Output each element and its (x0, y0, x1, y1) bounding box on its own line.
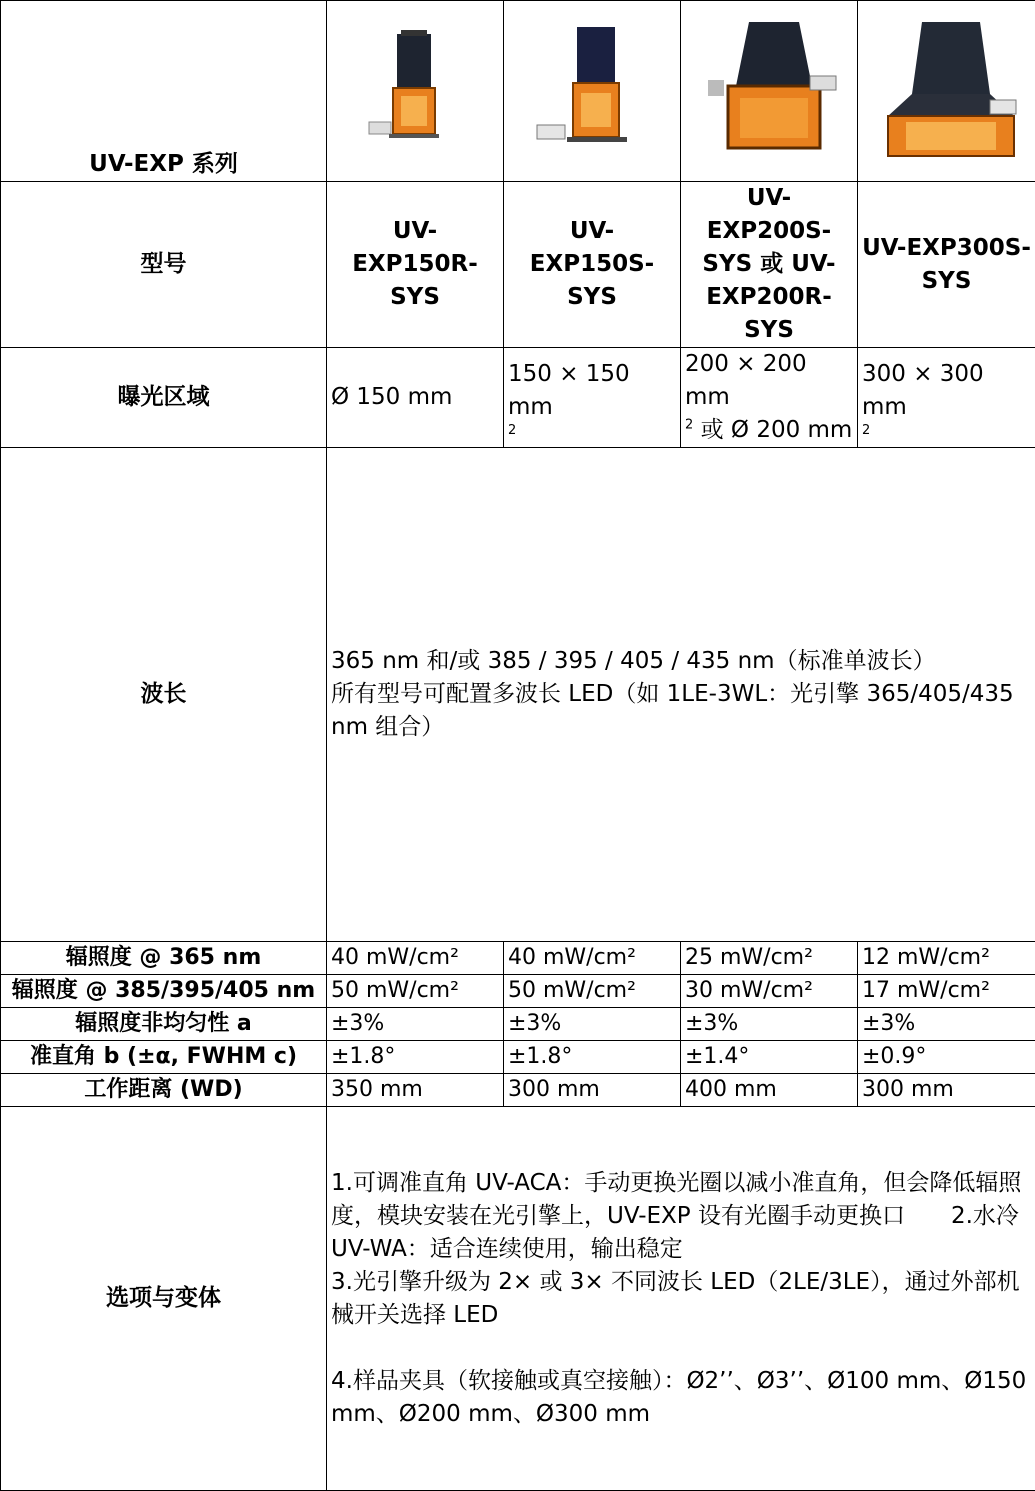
collim-cell: ±1.8° (327, 1041, 504, 1074)
nonuni-cell: ±3% (504, 1008, 681, 1041)
nonuni-cell: ±3% (681, 1008, 858, 1041)
collim-cell: ±1.4° (681, 1041, 858, 1074)
exposure-cell: Ø 150 mm (327, 348, 504, 448)
irr365-cell: 12 mW/cm² (858, 942, 1035, 975)
irr365-label: 辐照度 @ 365 nm (1, 942, 327, 975)
model-cell: UV-EXP150R-SYS (327, 182, 504, 348)
irr365-cell: 25 mW/cm² (681, 942, 858, 975)
model-cell: UV-EXP150S-SYS (504, 182, 681, 348)
irr385-cell: 30 mW/cm² (681, 975, 858, 1008)
exposure-label: 曝光区域 (1, 348, 327, 448)
irr385-row (1, 975, 1035, 1008)
nonuni-cell: ±3% (858, 1008, 1035, 1041)
product-image-150r (327, 1, 504, 182)
irr365-cell: 40 mW/cm² (504, 942, 681, 975)
wavelength-text: 365 nm 和/或 385 / 395 / 405 / 435 nm（标准单波长） 所有型号可配置多波长 LED（如 1LE-3WL：光引擎 365/405/435 nm 组合） (327, 448, 1035, 942)
image-row (1, 1, 1035, 182)
nonuni-cell: ±3% (327, 1008, 504, 1041)
collim-row (1, 1041, 1035, 1074)
irr385-label: 辐照度 @ 385/395/405 nm (1, 975, 327, 1008)
wavelength-label: 波长 (1, 448, 327, 942)
exposure-row (1, 348, 1035, 448)
collim-cell: ±0.9° (858, 1041, 1035, 1074)
model-cell: UV-EXP200S-SYS 或 UV-EXP200R-SYS (681, 182, 858, 348)
wd-label: 工作距离 (WD) (1, 1074, 327, 1107)
exposure-cell: 150 × 150 mm 2 (504, 348, 681, 448)
nonuni-row (1, 1008, 1035, 1041)
product-image-300s (858, 1, 1035, 182)
collim-label: 准直角 b (±α, FWHM c) (1, 1041, 327, 1074)
irr365-row (1, 942, 1035, 975)
model-row (1, 182, 1035, 348)
options-text: 1.可调准直角 UV-ACA：手动更换光圈以减小准直角，但会降低辐照度，模块安装在光引擎上，UV-EXP 设有光圈手动更换口 2.水冷 UV-WA：适合连续使用，输出稳定 3.光引擎升级为 2× 或 3× 不同波长 LED（2LE/3LE），通过外部机械开关选择 LED 4.样品夹具（软接触或真空接触）：Ø2’’、Ø3’’、Ø100 mm、Ø150 mm、Ø200 mm、Ø300 mm (327, 1107, 1035, 1491)
wd-cell: 300 mm (504, 1074, 681, 1107)
series-label: UV-EXP 系列 (1, 1, 327, 182)
wd-cell: 300 mm (858, 1074, 1035, 1107)
model-label: 型号 (1, 182, 327, 348)
options-label: 选项与变体 (1, 1107, 327, 1491)
wavelength-row (1, 448, 1035, 942)
wd-cell: 350 mm (327, 1074, 504, 1107)
wd-cell: 400 mm (681, 1074, 858, 1107)
wd-row (1, 1074, 1035, 1107)
irr365-cell: 40 mW/cm² (327, 942, 504, 975)
model-cell: UV-EXP300S-SYS (858, 182, 1035, 348)
irr385-cell: 50 mW/cm² (504, 975, 681, 1008)
exposure-cell: 300 × 300 mm 2 (858, 348, 1035, 448)
irr385-cell: 17 mW/cm² (858, 975, 1035, 1008)
nonuni-label: 辐照度非均匀性 a (1, 1008, 327, 1041)
exposure-cell: 200 × 200 mm $^2$ 或 Ø 200 mm (681, 348, 858, 448)
product-image-150s (504, 1, 681, 182)
irr385-cell: 50 mW/cm² (327, 975, 504, 1008)
collim-cell: ±1.8° (504, 1041, 681, 1074)
options-row (1, 1107, 1035, 1491)
product-image-200s (681, 1, 858, 182)
